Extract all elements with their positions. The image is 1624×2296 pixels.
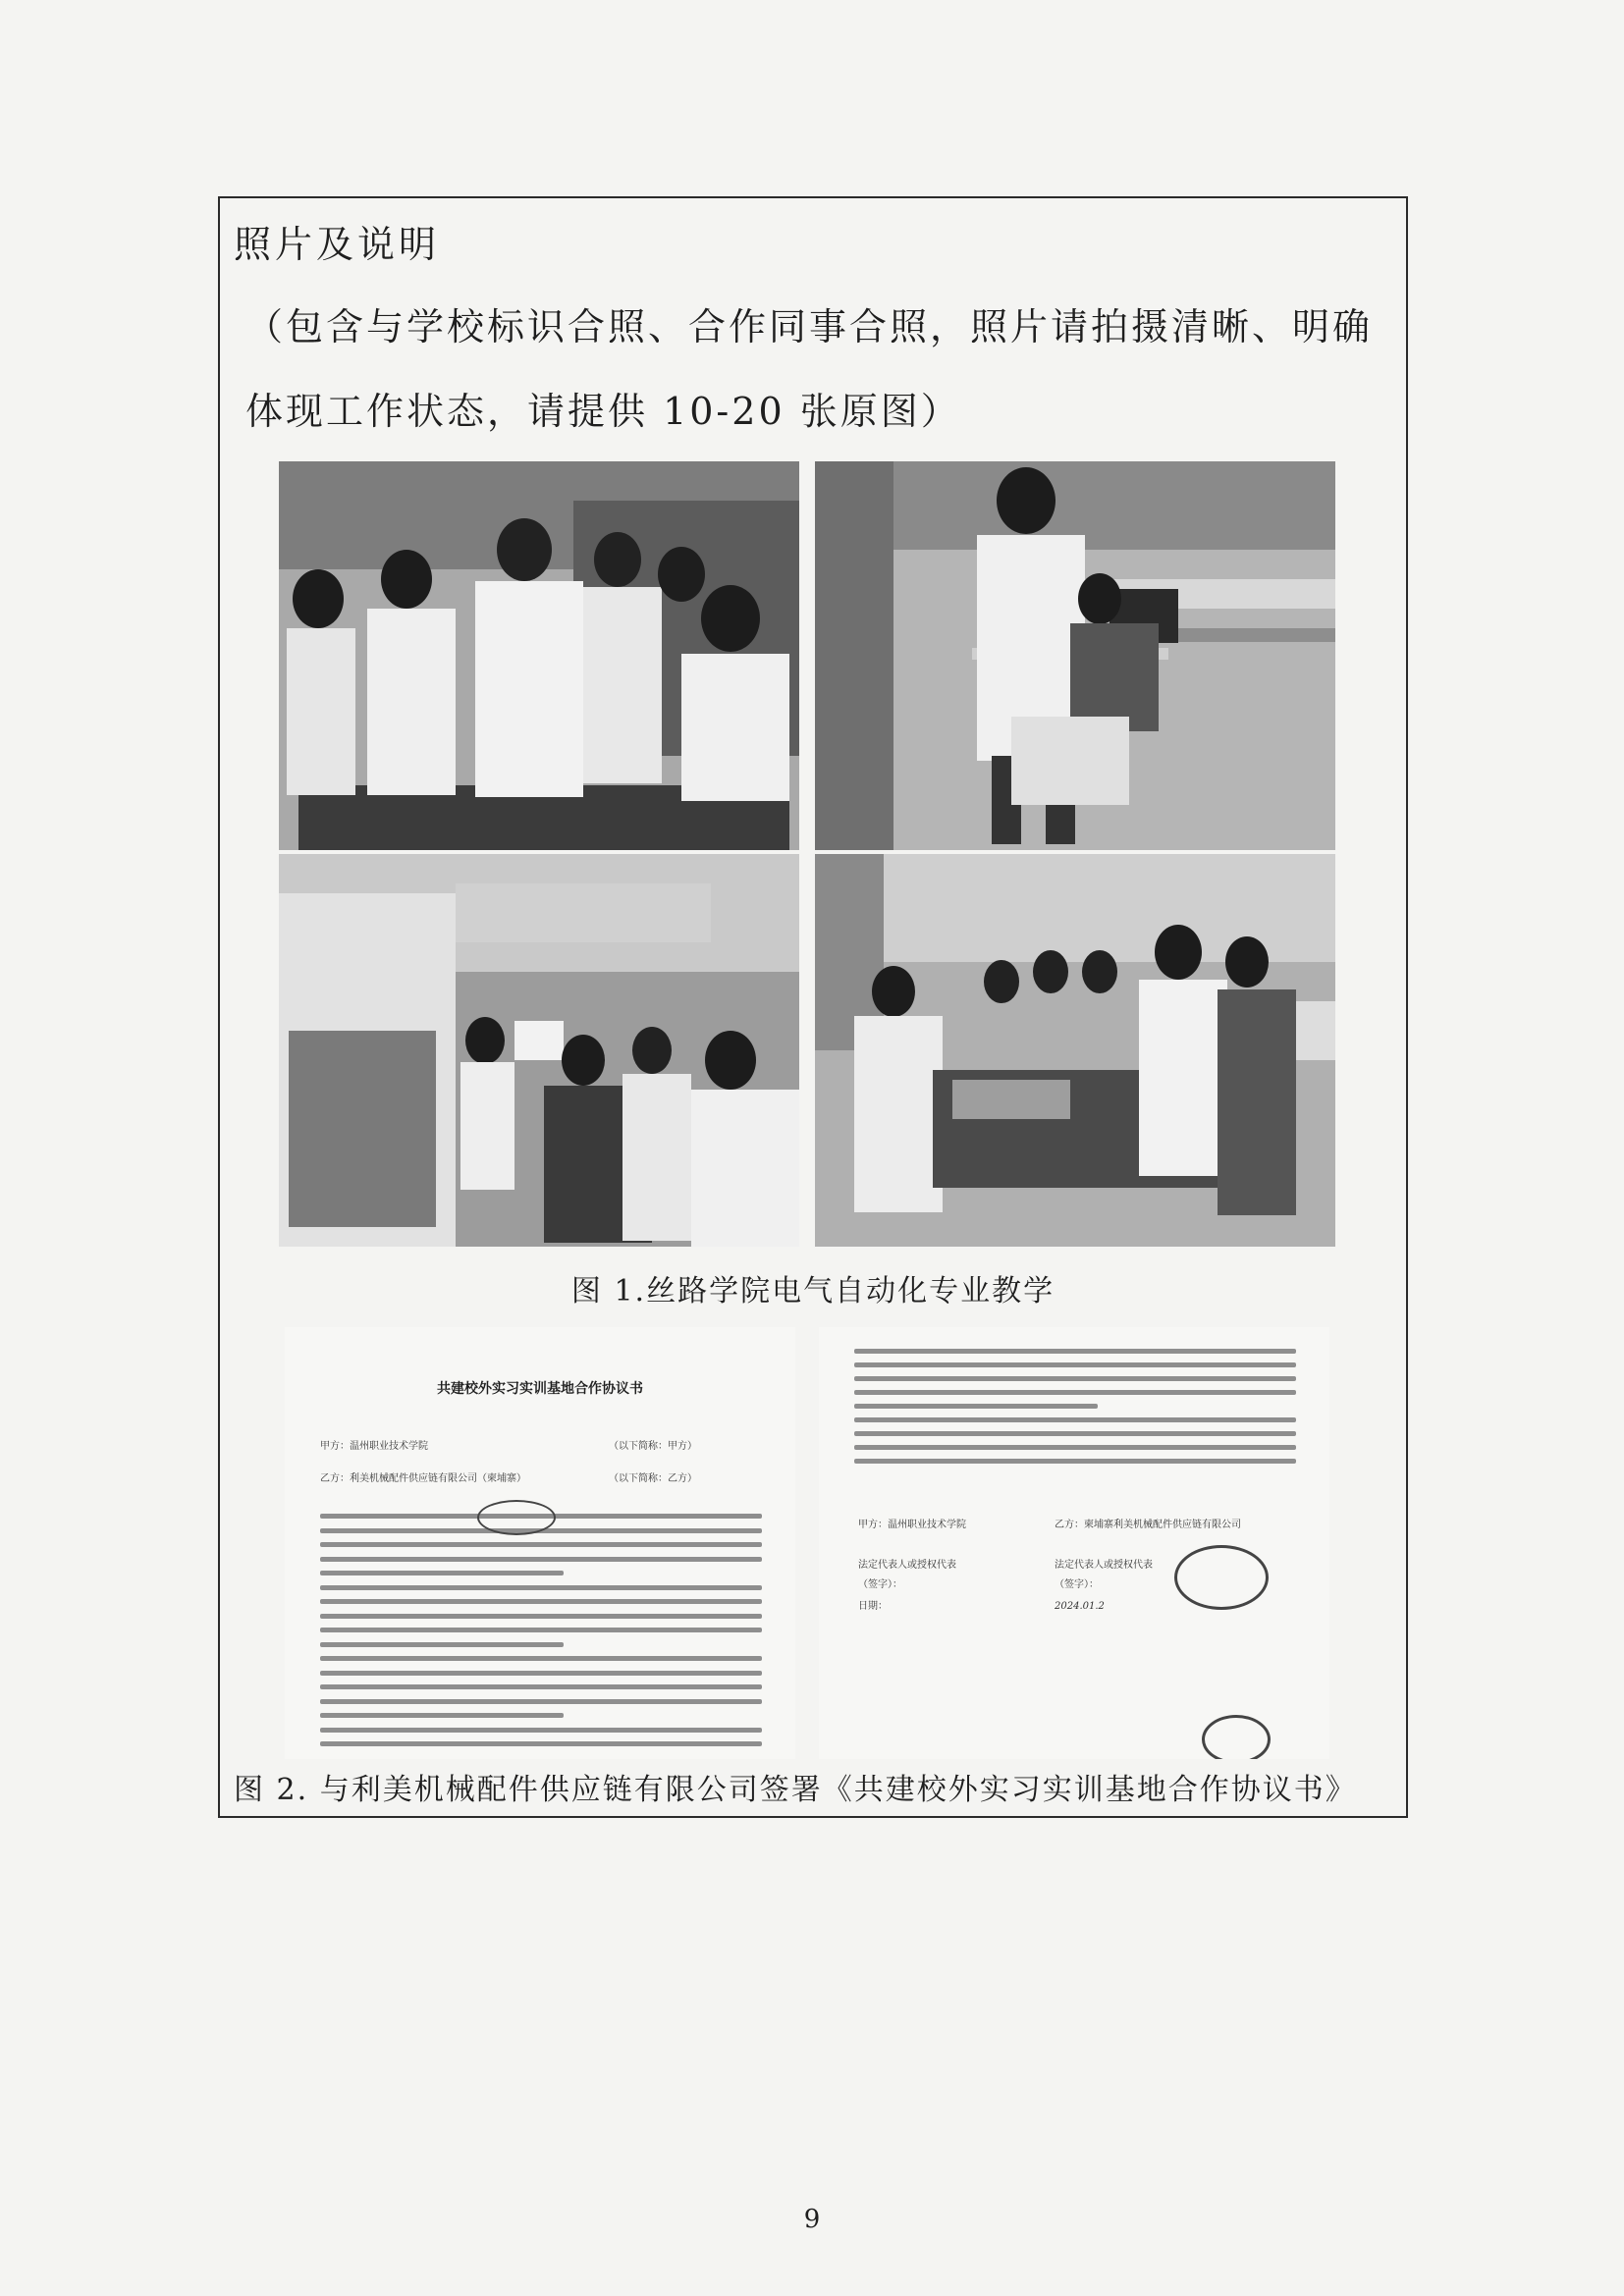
- party-b-label: 乙方：利美机械配件供应链有限公司（柬埔寨）: [320, 1473, 526, 1484]
- text-line: [320, 1614, 762, 1619]
- figure2-caption: 图 2. 与利美机械配件供应链有限公司签署《共建校外实习实训基地合作协议书》: [234, 1773, 1357, 1807]
- text-line: [320, 1671, 762, 1676]
- photo-computer-instruction: [815, 461, 1335, 850]
- text-line: [320, 1728, 762, 1733]
- text-line: [320, 1628, 762, 1632]
- rep-a-label: 法定代表人或授权代表: [858, 1560, 956, 1571]
- party-a-sign-label: 甲方：温州职业技术学院: [858, 1520, 966, 1530]
- party-b-sign-label: 乙方：柬埔寨利美机械配件供应链有限公司: [1055, 1520, 1241, 1530]
- party-b-short: （以下简称：乙方）: [609, 1473, 697, 1484]
- text-line: [320, 1557, 762, 1562]
- sign-b-label: （签字）：: [1055, 1579, 1099, 1590]
- text-line: [320, 1642, 564, 1647]
- agreement-page-right: [819, 1327, 1329, 1759]
- text-line: [320, 1656, 762, 1661]
- agreement-page-left: [285, 1327, 795, 1759]
- company-stamp-icon: [477, 1500, 556, 1535]
- text-line: [854, 1459, 1296, 1464]
- page-seal-icon: [1202, 1715, 1271, 1759]
- text-line: [320, 1713, 564, 1718]
- page-number: 9: [803, 2205, 821, 2234]
- photo-control-cabinet-visit: [279, 854, 799, 1247]
- agreement-title: 共建校外实习实训基地合作协议书: [437, 1381, 643, 1397]
- section-note: （包含与学校标识合照、合作同事合照，照片请拍摄清晰、明确体现工作状态，请提供 10-20 张原图）: [245, 305, 1374, 433]
- date-b-value: 2024.01.2: [1055, 1601, 1105, 1612]
- text-line: [854, 1376, 1296, 1381]
- text-line: [320, 1699, 762, 1704]
- text-line: [320, 1571, 564, 1575]
- text-line: [320, 1684, 762, 1689]
- content-frame: [218, 196, 1408, 1818]
- sign-a-label: （签字）：: [858, 1579, 902, 1590]
- section-heading: 照片及说明: [234, 223, 441, 266]
- text-line: [320, 1585, 762, 1590]
- text-line: [854, 1417, 1296, 1422]
- party-a-short: （以下简称：甲方）: [609, 1441, 697, 1452]
- text-line: [854, 1349, 1296, 1354]
- photo-equipment-demonstration: [815, 854, 1335, 1247]
- text-line: [854, 1404, 1098, 1409]
- party-a-label: 甲方：温州职业技术学院: [320, 1441, 428, 1452]
- text-line: [854, 1362, 1296, 1367]
- text-line: [320, 1599, 762, 1604]
- text-line: [320, 1741, 762, 1746]
- date-a-label: 日期：: [858, 1601, 888, 1612]
- text-line: [854, 1445, 1296, 1450]
- photo-group-wiring-training: [279, 461, 799, 850]
- rep-b-label: 法定代表人或授权代表: [1055, 1560, 1153, 1571]
- figure1-caption: 图 1.丝路学院电气自动化专业教学: [570, 1274, 1056, 1308]
- text-line: [320, 1542, 762, 1547]
- text-line: [854, 1390, 1296, 1395]
- text-line: [854, 1431, 1296, 1436]
- company-seal-icon: [1174, 1545, 1269, 1610]
